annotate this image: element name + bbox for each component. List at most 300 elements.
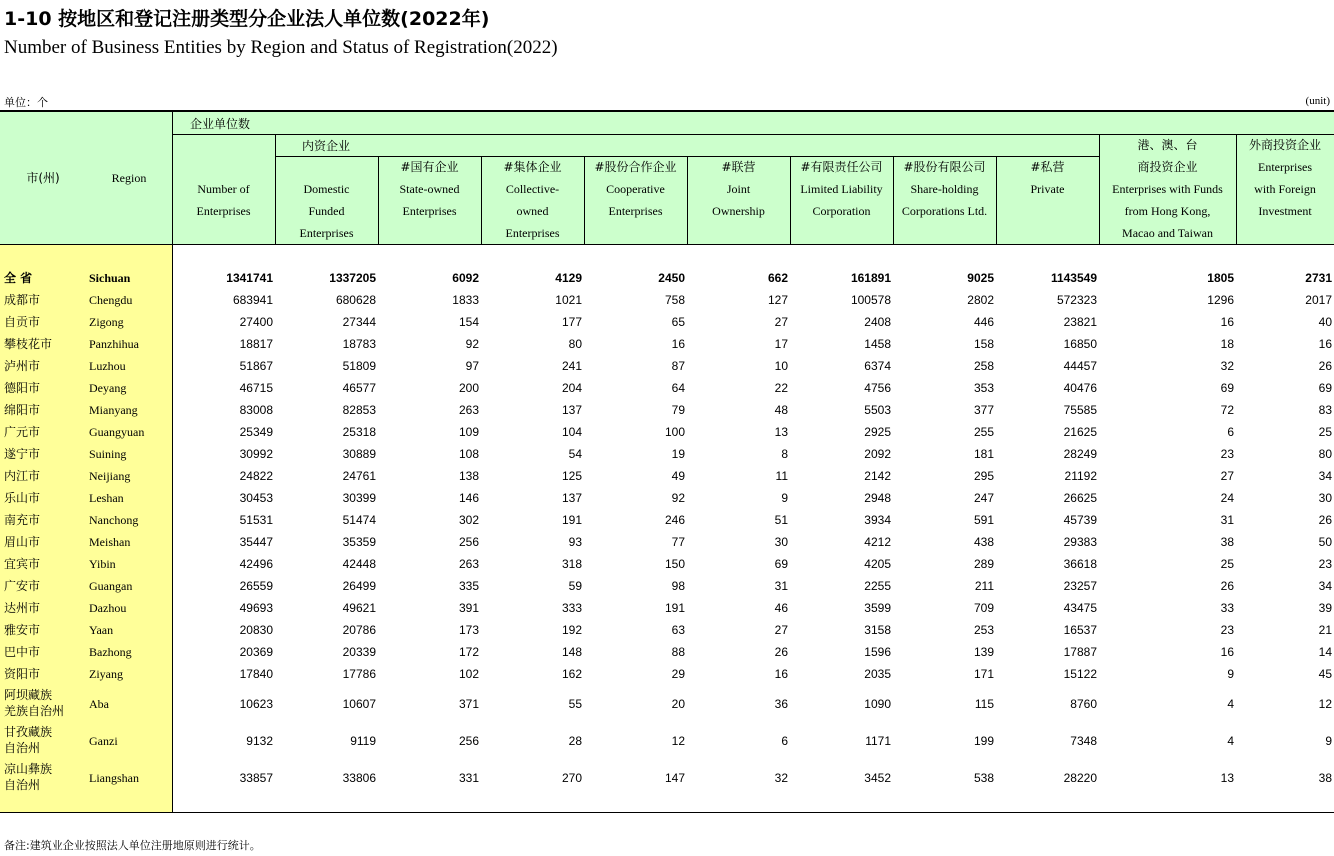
row-region-en: Yibin [89, 557, 116, 571]
header-private [996, 156, 1099, 200]
row-city-cn-line: 甘孜藏族 [4, 725, 53, 739]
row-value: 36 [774, 696, 788, 711]
row-city-cn-line: 自贡市 [4, 315, 41, 329]
row-value: 25 [1220, 557, 1234, 571]
header-joint-line: Joint [726, 182, 751, 196]
row-value: 29383 [1063, 535, 1097, 549]
row-city-cn-line: 成都市 [4, 293, 41, 307]
row-value: 20786 [342, 623, 376, 637]
table-row [0, 333, 1334, 355]
row-value: 16 [671, 337, 685, 351]
row-value: 28 [568, 733, 582, 748]
row-value: 173 [458, 623, 479, 637]
header-llc [790, 156, 893, 222]
row-city-cn [4, 380, 90, 396]
row-city-cn-line: 巴中市 [4, 645, 41, 659]
row-value: 241 [561, 359, 582, 373]
header-total-line: Number of [197, 182, 250, 196]
row-value: 161891 [850, 271, 891, 285]
row-city-cn [4, 292, 90, 308]
row-value: 31 [774, 579, 788, 593]
row-value: 93 [568, 535, 582, 549]
row-region-en: Ziyang [89, 667, 123, 681]
unit-label-en: (unit) [1305, 95, 1330, 107]
row-value: 4 [1227, 696, 1234, 711]
row-value: 92 [465, 337, 479, 351]
table-top-rule [0, 110, 1334, 112]
row-value: 34 [1318, 469, 1332, 483]
row-region-en: Chengdu [89, 293, 133, 307]
header-hkmt-line: Macao and Taiwan [1122, 226, 1213, 240]
row-value: 21192 [1064, 469, 1097, 483]
row-value: 10607 [342, 696, 376, 711]
row-city-cn [4, 490, 90, 506]
table-row [0, 465, 1334, 487]
row-value: 1021 [555, 293, 582, 307]
row-value: 4 [1227, 733, 1234, 748]
row-value: 3158 [864, 623, 891, 637]
row-value: 446 [973, 315, 994, 329]
row-value: 137 [561, 403, 582, 417]
header-foreign-line: Enterprises [1258, 160, 1312, 174]
row-value: 28249 [1063, 447, 1097, 461]
row-city-cn-line: 雅安市 [4, 623, 41, 637]
header-foreign-line: with Foreign [1254, 182, 1316, 196]
row-value: 12 [671, 733, 685, 748]
header-cooperative-line: #股份合作企业 [594, 160, 677, 174]
header-domestic-line: Funded [308, 204, 345, 218]
row-city-cn [4, 402, 90, 418]
row-value: 2255 [864, 579, 891, 593]
row-value: 27400 [239, 315, 273, 329]
row-value: 72 [1220, 403, 1234, 417]
row-value: 51867 [239, 359, 273, 373]
row-value: 270 [561, 770, 582, 785]
row-region-en: Liangshan [89, 770, 139, 785]
row-value: 16 [1220, 645, 1234, 659]
row-value: 45 [1318, 667, 1332, 681]
row-value: 680628 [335, 293, 376, 307]
row-city-cn [4, 534, 90, 550]
row-region-en: Bazhong [89, 645, 132, 659]
row-value: 45739 [1063, 513, 1097, 527]
row-value: 331 [458, 770, 479, 785]
row-value: 69 [1318, 381, 1332, 395]
row-value: 35359 [342, 535, 376, 549]
row-value: 24822 [239, 469, 273, 483]
table-row [0, 509, 1334, 531]
table-row [0, 377, 1334, 399]
row-region-en: Dazhou [89, 601, 127, 615]
row-value: 83 [1318, 403, 1332, 417]
row-value: 30 [774, 535, 788, 549]
row-value: 23821 [1063, 315, 1097, 329]
row-value: 22 [774, 381, 788, 395]
row-value: 40 [1318, 315, 1332, 329]
row-value: 48 [774, 403, 788, 417]
row-city-cn-line: 资阳市 [4, 667, 41, 681]
header-hkmt-line: 港、澳、台 [1137, 138, 1198, 152]
row-city-cn [4, 761, 90, 793]
row-value: 10 [774, 359, 788, 373]
row-value: 371 [458, 696, 479, 711]
row-value: 11 [775, 469, 788, 483]
row-region-en: Nanchong [89, 513, 139, 527]
row-value: 30889 [342, 447, 376, 461]
row-city-cn-line: 凉山彝族 [4, 762, 53, 776]
header-state-owned-line: State-owned [399, 182, 460, 196]
row-value: 758 [664, 293, 685, 307]
header-joint-line: #联营 [721, 160, 756, 174]
row-city-cn [4, 666, 90, 682]
footnote: 备注:建筑业企业按照法人单位注册地原则进行统计。 [4, 839, 261, 852]
table-row [0, 421, 1334, 443]
row-value: 82853 [342, 403, 376, 417]
header-state-owned-line: #国有企业 [400, 160, 459, 174]
row-region-en: Sichuan [89, 271, 131, 285]
row-value: 77 [671, 535, 685, 549]
row-value: 26 [1318, 513, 1332, 527]
row-region-en: Aba [89, 696, 109, 711]
row-value: 30 [1318, 491, 1332, 505]
header-collective-line: Collective- [505, 182, 560, 196]
row-value: 27 [774, 623, 788, 637]
row-value: 289 [973, 557, 994, 571]
row-value: 88 [671, 645, 685, 659]
row-region-en: Yaan [89, 623, 114, 637]
row-city-cn [4, 270, 90, 286]
row-value: 69 [1220, 381, 1234, 395]
table-row [0, 597, 1334, 619]
header-collective-line: owned [516, 204, 549, 218]
header-hkmt-line: Enterprises with Funds [1112, 182, 1223, 196]
row-value: 80 [568, 337, 582, 351]
header-llc-line: Corporation [812, 204, 871, 218]
row-value: 49621 [342, 601, 376, 615]
row-value: 25318 [342, 425, 376, 439]
row-value: 247 [973, 491, 994, 505]
row-value: 1341741 [226, 271, 273, 285]
row-value: 15122 [1063, 667, 1097, 681]
row-value: 115 [974, 696, 994, 711]
row-value: 36618 [1063, 557, 1097, 571]
row-value: 51809 [342, 359, 376, 373]
row-city-cn-line: 全 省 [4, 271, 33, 285]
row-value: 302 [458, 513, 479, 527]
row-value: 353 [973, 381, 994, 395]
row-value: 30399 [342, 491, 376, 505]
row-value: 1171 [865, 733, 891, 748]
row-value: 8 [781, 447, 788, 461]
row-value: 4756 [864, 381, 891, 395]
row-value: 2948 [864, 491, 891, 505]
row-value: 97 [465, 359, 479, 373]
row-value: 4205 [864, 557, 891, 571]
row-value: 42496 [239, 557, 273, 571]
row-region-en: Zigong [89, 315, 124, 329]
header-foreign [1236, 134, 1334, 222]
header-joint [687, 156, 790, 222]
row-value: 2450 [658, 271, 685, 285]
row-value: 83008 [239, 403, 273, 417]
row-city-cn-line: 德阳市 [4, 381, 41, 395]
header-total-line: Enterprises [196, 204, 251, 218]
row-value: 16850 [1063, 337, 1097, 351]
row-value: 2925 [864, 425, 891, 439]
row-region-en: Guangan [89, 579, 133, 593]
unit-label-cn: 单位：个 [4, 96, 48, 109]
row-region-en: Deyang [89, 381, 127, 395]
header-region-en [89, 167, 169, 189]
row-city-cn-line: 自治州 [4, 741, 41, 755]
row-value: 87 [671, 359, 685, 373]
grid-hline [0, 244, 1334, 245]
row-value: 200 [458, 381, 479, 395]
row-value: 12 [1318, 696, 1332, 711]
row-value: 23 [1220, 623, 1234, 637]
row-value: 59 [568, 579, 582, 593]
header-private-line: Private [1030, 182, 1065, 196]
table-row [0, 553, 1334, 575]
row-city-cn [4, 512, 90, 528]
row-value: 377 [973, 403, 994, 417]
row-value: 26 [1318, 359, 1332, 373]
row-value: 79 [671, 403, 685, 417]
row-value: 28220 [1063, 770, 1097, 785]
header-shareholding [893, 156, 996, 222]
row-city-cn-line: 阿坝藏族 [4, 688, 53, 702]
row-value: 662 [767, 271, 788, 285]
row-value: 127 [767, 293, 788, 307]
row-city-cn-line: 羌族自治州 [4, 704, 65, 718]
row-city-cn [4, 600, 90, 616]
row-value: 55 [568, 696, 582, 711]
row-value: 258 [973, 359, 994, 373]
table-row [0, 722, 1334, 759]
row-value: 1143549 [1050, 271, 1097, 285]
header-llc-line: #有限责任公司 [800, 160, 883, 174]
row-city-cn-line: 广安市 [4, 579, 41, 593]
row-value: 26625 [1063, 491, 1097, 505]
row-value: 23257 [1063, 579, 1097, 593]
row-value: 333 [561, 601, 582, 615]
table-bottom-rule [0, 812, 1334, 813]
header-collective-line: #集体企业 [503, 160, 562, 174]
row-city-cn-line: 绵阳市 [4, 403, 41, 417]
row-value: 6374 [864, 359, 891, 373]
row-value: 30992 [239, 447, 273, 461]
row-value: 148 [561, 645, 582, 659]
row-value: 108 [458, 447, 479, 461]
row-region-en: Leshan [89, 491, 124, 505]
header-shareholding-line: #股份有限公司 [903, 160, 986, 174]
row-city-cn-line: 广元市 [4, 425, 41, 439]
row-value: 23 [1220, 447, 1234, 461]
row-value: 246 [664, 513, 685, 527]
row-city-cn [4, 358, 90, 374]
table-row [0, 685, 1334, 722]
row-value: 2092 [864, 447, 891, 461]
table-row [0, 487, 1334, 509]
row-city-cn-line: 乐山市 [4, 491, 41, 505]
row-value: 20 [671, 696, 685, 711]
row-value: 2408 [864, 315, 891, 329]
row-value: 51474 [342, 513, 376, 527]
page-title-en: Number of Business Entities by Region and Status of Registration(2022) [4, 37, 558, 58]
row-value: 2802 [967, 293, 994, 307]
row-value: 35447 [239, 535, 273, 549]
header-shareholding-line: Corporations Ltd. [901, 204, 988, 218]
row-region-en: Luzhou [89, 359, 126, 373]
row-region-en: Guangyuan [89, 425, 145, 439]
row-value: 32 [1220, 359, 1234, 373]
row-value: 10623 [239, 696, 273, 711]
header-hkmt-line: from Hong Kong, [1124, 204, 1211, 218]
row-city-cn [4, 622, 90, 638]
row-value: 2142 [864, 469, 891, 483]
row-value: 49693 [239, 601, 273, 615]
row-value: 177 [561, 315, 582, 329]
row-value: 150 [664, 557, 685, 571]
row-region-en: Suining [89, 447, 127, 461]
header-group-domestic: 内资企业 [302, 139, 351, 153]
row-value: 64 [671, 381, 685, 395]
row-value: 538 [973, 770, 994, 785]
row-value: 137 [561, 491, 582, 505]
row-value: 104 [561, 425, 582, 439]
row-value: 253 [973, 623, 994, 637]
row-value: 191 [561, 513, 582, 527]
row-value: 20369 [239, 645, 273, 659]
row-value: 263 [458, 403, 479, 417]
row-value: 192 [561, 623, 582, 637]
header-cooperative-line: Cooperative [606, 182, 665, 196]
row-value: 21 [1318, 623, 1332, 637]
row-value: 49 [671, 469, 685, 483]
row-value: 25 [1318, 425, 1332, 439]
row-value: 591 [973, 513, 994, 527]
row-value: 26 [774, 645, 788, 659]
row-value: 100578 [850, 293, 891, 307]
table-row [0, 399, 1334, 421]
row-city-cn [4, 578, 90, 594]
row-value: 54 [568, 447, 582, 461]
row-value: 31 [1220, 513, 1234, 527]
header-shareholding-line: Share-holding [910, 182, 979, 196]
table-row [0, 575, 1334, 597]
row-value: 24 [1220, 491, 1234, 505]
row-value: 43475 [1063, 601, 1097, 615]
row-value: 572323 [1056, 293, 1097, 307]
row-value: 2035 [864, 667, 891, 681]
row-value: 24761 [342, 469, 376, 483]
row-city-cn-line: 宜宾市 [4, 557, 41, 571]
row-city-cn-line: 自治州 [4, 778, 41, 792]
row-value: 26559 [239, 579, 273, 593]
row-value: 154 [458, 315, 479, 329]
row-value: 34 [1318, 579, 1332, 593]
header-joint-line: Ownership [712, 204, 765, 218]
row-value: 256 [458, 535, 479, 549]
row-value: 318 [561, 557, 582, 571]
row-value: 17786 [342, 667, 376, 681]
row-value: 44457 [1063, 359, 1097, 373]
row-city-cn [4, 468, 90, 484]
row-value: 9132 [246, 733, 273, 748]
row-value: 1833 [452, 293, 479, 307]
row-region-en: Mianyang [89, 403, 138, 417]
row-value: 17 [774, 337, 788, 351]
row-value: 6092 [452, 271, 479, 285]
row-value: 29 [671, 667, 685, 681]
row-value: 27344 [342, 315, 376, 329]
row-value: 391 [458, 601, 479, 615]
row-value: 3452 [864, 770, 891, 785]
row-value: 109 [458, 425, 479, 439]
table-row [0, 641, 1334, 663]
row-city-cn [4, 424, 90, 440]
row-value: 42448 [342, 557, 376, 571]
table-row [0, 663, 1334, 685]
row-value: 204 [561, 381, 582, 395]
row-region-en: Neijiang [89, 469, 131, 483]
row-value: 46577 [342, 381, 376, 395]
row-value: 125 [561, 469, 582, 483]
row-value: 75585 [1063, 403, 1097, 417]
row-value: 9119 [350, 733, 376, 748]
header-hkmt [1099, 134, 1236, 244]
row-value: 211 [974, 579, 994, 593]
row-value: 19 [671, 447, 685, 461]
row-region-en: Meishan [89, 535, 131, 549]
row-value: 27 [1220, 469, 1234, 483]
row-value: 162 [561, 667, 582, 681]
row-value: 8760 [1070, 696, 1097, 711]
row-value: 17887 [1063, 645, 1097, 659]
row-value: 1458 [864, 337, 891, 351]
row-value: 9 [1325, 733, 1332, 748]
row-value: 33806 [342, 770, 376, 785]
row-value: 9 [1227, 667, 1234, 681]
row-value: 146 [458, 491, 479, 505]
row-value: 69 [774, 557, 788, 571]
row-value: 7348 [1070, 733, 1097, 748]
row-value: 30453 [239, 491, 273, 505]
row-value: 17840 [239, 667, 273, 681]
row-value: 709 [973, 601, 994, 615]
row-city-cn [4, 314, 90, 330]
header-llc-line: Limited Liability [800, 182, 883, 196]
row-value: 147 [664, 770, 685, 785]
header-domestic-line: Enterprises [299, 226, 354, 240]
row-value: 23 [1318, 557, 1332, 571]
header-city-cn [4, 167, 82, 189]
row-value: 171 [973, 667, 994, 681]
row-value: 16 [1318, 337, 1332, 351]
row-value: 3934 [864, 513, 891, 527]
row-value: 46 [774, 601, 788, 615]
row-value: 139 [973, 645, 994, 659]
row-value: 65 [671, 315, 685, 329]
row-value: 1090 [864, 696, 891, 711]
row-value: 5503 [864, 403, 891, 417]
table-row [0, 311, 1334, 333]
row-value: 9 [781, 491, 788, 505]
header-state-owned-line: Enterprises [402, 204, 457, 218]
row-city-cn [4, 446, 90, 462]
row-value: 21625 [1063, 425, 1097, 439]
row-value: 26499 [342, 579, 376, 593]
